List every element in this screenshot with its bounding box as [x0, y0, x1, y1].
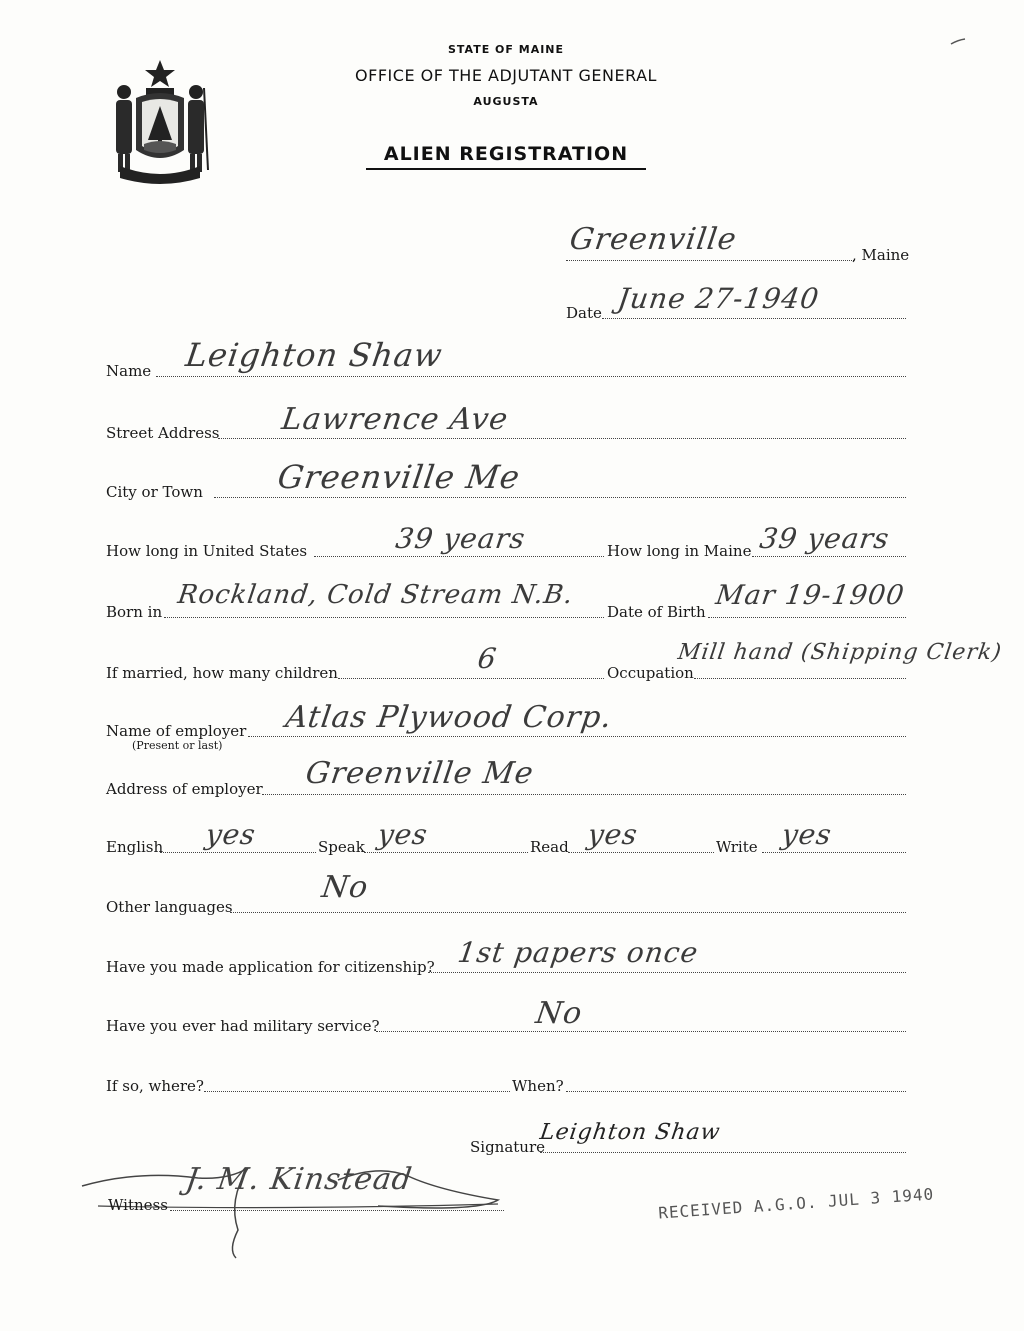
how-long-us-entry: 39 years [393, 522, 528, 555]
signature-line [540, 1152, 906, 1153]
citizenship-label: Have you made application for citizenship? [106, 958, 435, 976]
witness-label: Witness [108, 1196, 168, 1214]
other-languages-label: Other languages [106, 898, 233, 916]
employer-address-line [262, 794, 906, 795]
title-underline [366, 168, 646, 170]
english-label: English [106, 838, 164, 856]
speak-label: Speak [318, 838, 365, 856]
date-entry: June 27-1940 [615, 282, 822, 315]
employer-label: Name of employer [106, 722, 247, 740]
maine-label: , Maine [852, 246, 910, 264]
children-label: If married, how many children [106, 664, 338, 682]
if-so-where-line [204, 1091, 510, 1092]
name-label: Name [106, 362, 152, 380]
when-label: When? [512, 1077, 564, 1095]
form-title: ALIEN REGISTRATION [383, 143, 629, 165]
date-of-birth-entry: Mar 19-1900 [713, 580, 907, 611]
write-label: Write [716, 838, 758, 856]
occupation-line [694, 678, 906, 679]
how-long-maine-entry: 39 years [757, 522, 892, 555]
write-line [762, 852, 906, 853]
read-line [568, 852, 714, 853]
employer-entry: Atlas Plywood Corp. [283, 700, 615, 735]
street-address-label: Street Address [106, 424, 220, 442]
occupation-label: Occupation [607, 664, 694, 682]
read-entry: yes [585, 818, 641, 851]
street-address-entry: Lawrence Ave [279, 402, 511, 437]
witness-entry: J. M. Kinstead [183, 1162, 415, 1197]
read-label: Read [530, 838, 569, 856]
speak-line [364, 852, 528, 853]
name-entry: Leighton Shaw [183, 336, 446, 374]
date-label: Date [566, 304, 602, 322]
occupation-entry: Mill hand (Shipping Clerk) [676, 640, 1004, 665]
city-or-town-entry: Greenville Me [275, 458, 523, 496]
how-long-maine-line [752, 556, 906, 557]
military-label: Have you ever had military service? [106, 1017, 380, 1035]
other-languages-entry: No [319, 870, 371, 905]
witness-line [170, 1210, 504, 1211]
speak-entry: yes [375, 818, 431, 851]
header-state: STATE OF MAINE [447, 43, 565, 56]
signature-entry: Leighton Shaw [538, 1120, 723, 1145]
header-city: AUGUSTA [473, 95, 539, 108]
english-line [160, 852, 316, 853]
header-office: OFFICE OF THE ADJUTANT GENERAL [355, 66, 657, 85]
date-of-birth-line [708, 617, 906, 618]
employer-address-label: Address of employer [106, 780, 263, 798]
city-or-town-line [214, 497, 906, 498]
employer-line [248, 736, 906, 737]
how-long-us-label: How long in United States [106, 542, 308, 560]
when-line [566, 1091, 906, 1092]
born-in-entry: Rockland, Cold Stream N.B. [175, 580, 576, 610]
if-so-where-label: If so, where? [106, 1077, 204, 1095]
military-line [376, 1031, 906, 1032]
city-or-town-label: City or Town [106, 483, 203, 501]
children-entry: 6 [475, 642, 500, 675]
check-mark-icon [950, 38, 966, 46]
children-line [338, 678, 604, 679]
name-line [156, 376, 906, 377]
town-entry: Greenville [567, 222, 740, 257]
military-entry: No [533, 996, 585, 1031]
signature-label: Signature [470, 1138, 546, 1156]
born-in-line [164, 617, 604, 618]
citizenship-entry: 1st papers once [455, 936, 701, 969]
employer-address-entry: Greenville Me [303, 756, 537, 791]
how-long-maine-label: How long in Maine [607, 542, 752, 560]
received-stamp: RECEIVED A.G.O. JUL 3 1940 [657, 1184, 935, 1223]
date-of-birth-label: Date of Birth [607, 603, 706, 621]
english-entry: yes [203, 818, 259, 851]
date-line [602, 318, 906, 319]
street-address-line [218, 438, 906, 439]
write-entry: yes [779, 818, 835, 851]
present-or-last-label: (Present or last) [132, 739, 223, 752]
citizenship-line [428, 972, 906, 973]
how-long-us-line [314, 556, 604, 557]
town-line [566, 260, 854, 261]
born-in-label: Born in [106, 603, 163, 621]
other-languages-line [230, 912, 906, 913]
